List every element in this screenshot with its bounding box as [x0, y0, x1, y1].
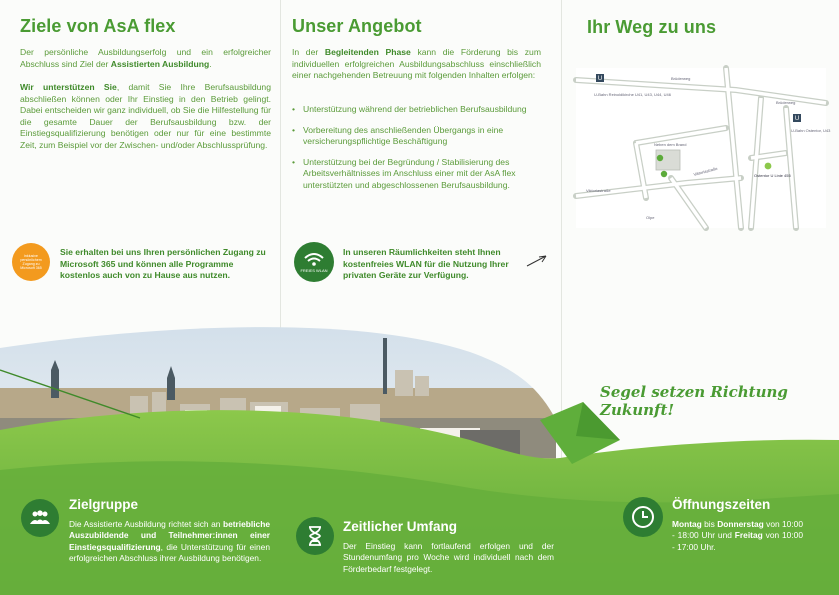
- offer-intro: In der Begleitenden Phase kann die Förderung bis zum individuellen erfolgreichen Ausbildungsabschluss einschließlich einer nachgehenden Betreuung mit folgenden Inhalten erfolgen:: [292, 47, 541, 81]
- people-icon: [21, 499, 59, 537]
- directions-title: Ihr Weg zu uns: [587, 17, 717, 37]
- goals-title: Ziele von AsA flex: [20, 16, 176, 36]
- bus-stop-label: Ostentor U Linie 455: [754, 173, 791, 178]
- slogan: Segel setzen Richtung Zukunft!: [600, 383, 788, 419]
- target-group-text: Die Assistierte Ausbildung richtet sich an betriebliche Auszubildende und Teilnehmer:innen einer Einstiegsqualifizierung, die Unterstützung für einen erfolgreichen Abschluss ihrer Ausbildung benötigen.: [69, 519, 270, 564]
- offer-bullet: • Vorbereitung des anschließenden Übergangs in eine versicherungspflichtige Beschäftigung: [292, 125, 541, 148]
- street-label: Brüderweg: [776, 100, 796, 105]
- clock-icon: [623, 497, 663, 537]
- street-label: Olpe: [646, 215, 655, 220]
- street-label: Viktoriastraße: [586, 188, 611, 193]
- wlan-callout: In unseren Räumlichkeiten steht Ihnen kostenfreies WLAN für die Nutzung Ihrer privaten Geräte zur Verfügung.: [343, 247, 509, 281]
- wlan-label: FREIES WLAN: [300, 268, 328, 273]
- microsoft-callout: Sie erhalten bei uns Ihren persönlichen Zugang zu Microsoft 365 und können alle Programme kostenlos auch von zu Hause aus nutzen.: [60, 247, 266, 281]
- time-scope-text: Der Einstieg kann fortlaufend erfolgen und der Stundenumfang pro Woche wird individuell nach dem Förderbedarf festgelegt.: [343, 541, 554, 574]
- goals-intro: Der persönliche Ausbildungserfolg und ein erfolgreicher Abschluss sind Ziel der Assistierten Ausbildung.: [20, 47, 271, 69]
- ubahn-label-2: U-Bahn Ostentor, U43: [791, 128, 831, 133]
- offer-title: Unser Angebot: [292, 16, 422, 36]
- target-group-title: Zielgruppe: [69, 497, 139, 512]
- street-label: Neben dem Brand: [654, 142, 687, 147]
- svg-text:U: U: [794, 116, 800, 122]
- opening-hours-title: Öffnungszeiten: [672, 497, 771, 512]
- office-badge-icon: inklusive persönlichem Zugang zu Microsoft 365: [12, 243, 50, 281]
- offer-bullet: • Unterstützung bei der Begründung / Stabilisierung des Arbeitsverhältnisses im Anschluss einer mit der AsA flex unterstützten und abgeschlossenen Berufsausbildung.: [292, 157, 541, 192]
- hourglass-symbol: [307, 526, 323, 546]
- svg-text:U: U: [597, 76, 603, 82]
- opening-hours-text: Montag bis Donnerstag von 10:00 - 18:00 Uhr und Freitag von 10:00 - 17:00 Uhr.: [672, 519, 803, 552]
- street-label: Viktoriastraße: [692, 165, 719, 177]
- goals-support: Wir unterstützen Sie, damit Sie Ihre Berufsausbildung abschließen können oder Ihr Einstieg in den Betrieb gelingt. Dabei entscheiden wir ganz individuell, ob Sie die Hilfestellung für die gesamte Dauer der Berufsausbildung bzw. der Einstiegsqualifizierung benötigen oder nur für eine bestimmte Zeit, zum Beispiel vor der Zwischen- und/oder Abschlussprüfung.: [20, 82, 271, 150]
- street-label: Brüderweg: [671, 76, 691, 81]
- ubahn-label-1: U-Bahn Reinoldikirche U41, U43, U44, U46: [594, 92, 671, 97]
- time-scope-title: Zeitlicher Umfang: [343, 519, 458, 534]
- hourglass-icon: [296, 517, 334, 555]
- people-symbol: [29, 510, 51, 526]
- offer-bullet: • Unterstützung während der betrieblichen Berufsausbildung: [292, 104, 541, 116]
- clock-symbol: [630, 504, 656, 530]
